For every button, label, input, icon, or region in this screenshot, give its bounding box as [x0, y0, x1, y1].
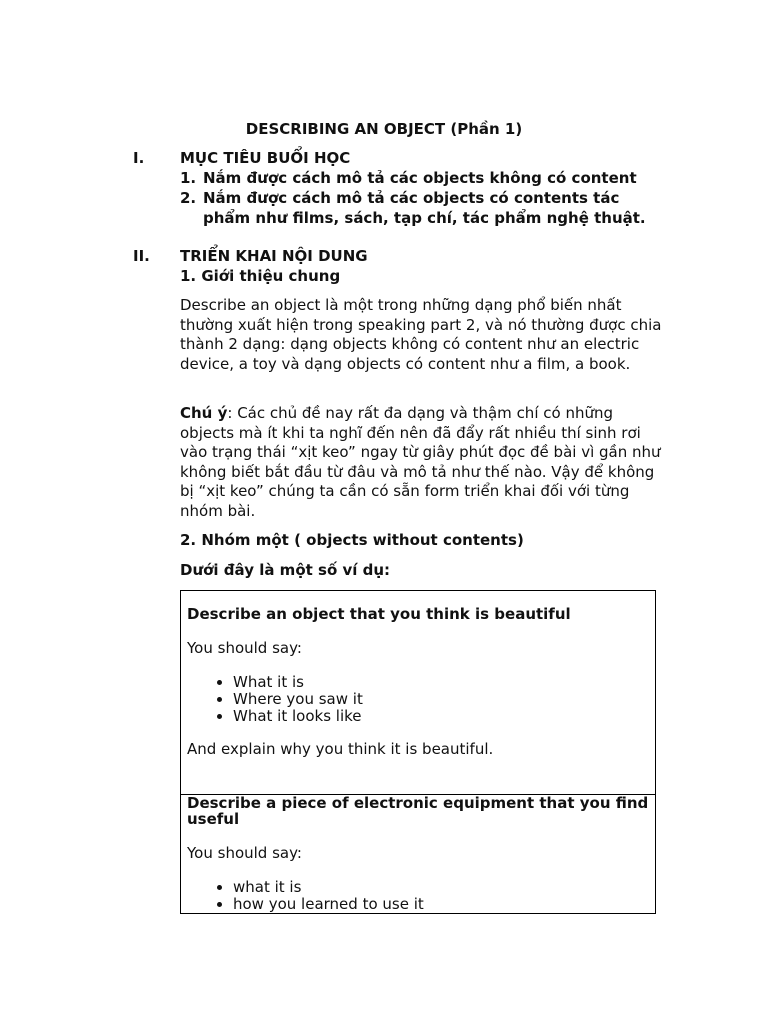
cue-card-2: [180, 794, 656, 914]
intro-paragraph: Describe an object là một trong những dạng phổ biến nhất thường xuất hiện trong speaking part 2, và nó thường được chia thành 2 dạng: dạng objects không có content như an electric device, a toy và dạng objects có content như a film, a book.: [180, 296, 662, 373]
subheading-intro: 1. Giới thiệu chung: [180, 267, 341, 285]
card-question: Describe a piece of electronic equipment that you find useful: [187, 794, 649, 828]
list-item: • Where you saw it: [233, 691, 649, 708]
goal-text: Nắm được cách mô tả các objects có contents tác phẩm như films, sách, tạp chí, tác phẩm nghệ thuật.: [203, 189, 646, 227]
subheading-group-one: 2. Nhóm một ( objects without contents): [180, 531, 524, 549]
goal-item-1: [180, 169, 670, 189]
card-question: Describe an object that you think is beautiful: [187, 605, 571, 623]
card-explain: And explain why you think it is beautiful.: [187, 740, 494, 758]
list-item: • What it is: [233, 674, 649, 691]
card-should-say: You should say:: [187, 844, 302, 862]
goal-number: 1.: [180, 169, 197, 187]
note-label: Chú ý: [180, 404, 228, 422]
section-2-heading: TRIỂN KHAI NỘI DUNG: [180, 247, 368, 265]
document-title: DESCRIBING AN OBJECT (Phần 1): [245, 120, 523, 138]
card-bullet-list: [187, 674, 649, 725]
goal-text: Nắm được cách mô tả các objects không có content: [203, 169, 637, 187]
goal-item-2: [180, 189, 650, 228]
card-bullet-list: [187, 879, 649, 913]
card-should-say: You should say:: [187, 639, 302, 657]
list-item: • What it looks like: [233, 708, 649, 725]
note-paragraph: [180, 404, 662, 521]
goal-number: 2.: [180, 189, 197, 207]
cue-card-1: [180, 590, 656, 795]
list-item: • how you learned to use it: [233, 896, 649, 913]
section-2-numeral: II.: [133, 247, 150, 265]
section-1-numeral: I.: [133, 149, 145, 167]
examples-label: Dưới đây là một số ví dụ:: [180, 561, 391, 579]
list-item: • what it is: [233, 879, 649, 896]
section-1-heading: MỤC TIÊU BUỔI HỌC: [180, 149, 351, 167]
note-text: : Các chủ đề nay rất đa dạng và thậm chí có những objects mà ít khi ta nghĩ đến nên đã đẩy rất nhiều thí sinh rơi vào trạng thái “xịt keo” ngay từ giây phút đọc đề bài vì gần như không biết bắt đầu từ đâu và mô tả như thế nào. Vậy để không bị “xịt keo” chúng ta cần có sẵn form triển khai đối với từng nhóm bài.: [180, 404, 661, 520]
